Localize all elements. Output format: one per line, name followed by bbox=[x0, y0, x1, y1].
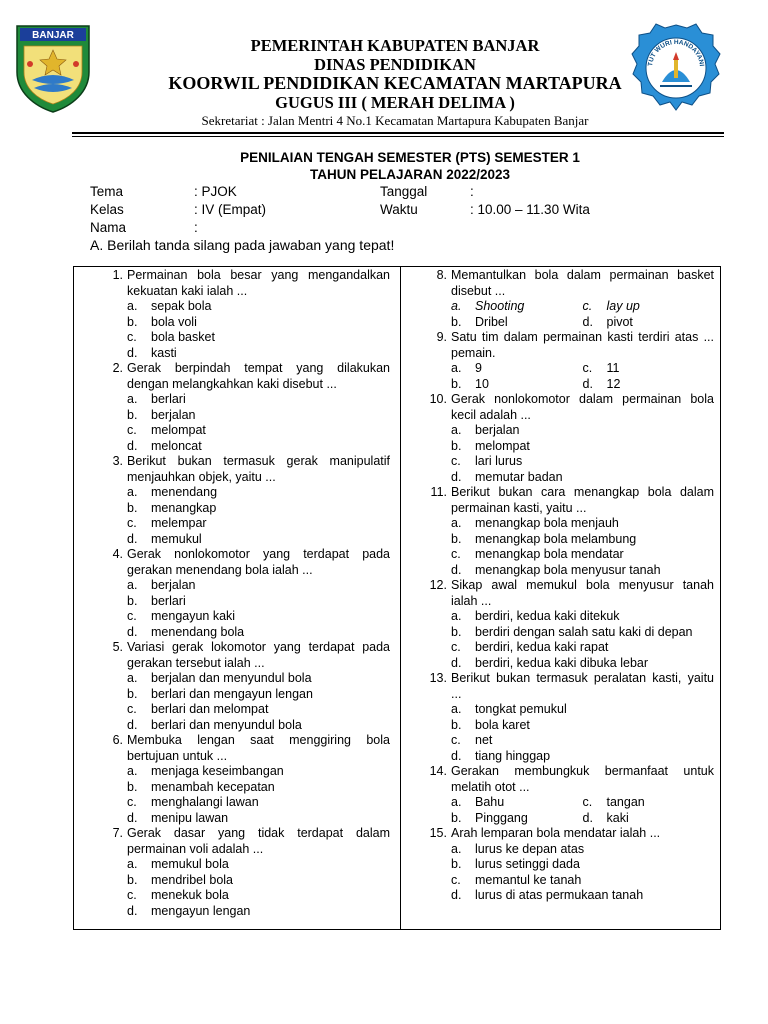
option-text: berdiri, kedua kaki dibuka lebar bbox=[475, 655, 649, 670]
question-number: 15. bbox=[429, 826, 447, 840]
option-text: menendang bbox=[151, 485, 218, 499]
answer-option bbox=[100, 702, 390, 718]
question-text: Arah lemparan bola mendatar ialah ... bbox=[451, 826, 661, 840]
option-text: sepak bola bbox=[151, 299, 212, 313]
answer-option bbox=[100, 501, 390, 517]
option-letter: d. bbox=[451, 888, 462, 902]
option-letter: d. bbox=[127, 903, 138, 918]
question-item bbox=[100, 268, 390, 361]
answer-option bbox=[583, 377, 715, 393]
option-text: mendribel bola bbox=[151, 872, 233, 887]
instruction: A. Berilah tanda silang pada jawaban yang tepat! bbox=[90, 237, 395, 253]
question-stem bbox=[424, 826, 714, 842]
answer-option bbox=[100, 485, 390, 501]
letterhead-rule-thin bbox=[72, 136, 724, 137]
answer-option bbox=[100, 392, 390, 408]
question-item bbox=[100, 733, 390, 826]
question-stem bbox=[424, 578, 714, 609]
government-name: PEMERINTAH KABUPATEN BANJAR bbox=[250, 36, 540, 55]
question-text: Permainan bola besar yang mengandalkan kekuatan kaki ialah ... bbox=[127, 268, 390, 298]
answer-option bbox=[451, 811, 583, 827]
answer-option bbox=[100, 346, 390, 362]
answer-option bbox=[100, 594, 390, 610]
option-letter: b. bbox=[127, 872, 138, 887]
question-stem bbox=[424, 330, 714, 361]
option-text: berlari dan menyundul bola bbox=[151, 717, 302, 732]
nama-value: : bbox=[194, 220, 198, 235]
answer-option bbox=[583, 299, 715, 315]
option-text: berdiri, kedua kaki ditekuk bbox=[475, 609, 620, 623]
option-text: tongkat pemukul bbox=[475, 702, 567, 716]
option-text: melempar bbox=[151, 516, 207, 530]
question-item bbox=[424, 671, 714, 764]
tema-value: : PJOK bbox=[194, 184, 237, 199]
option-letter: d. bbox=[127, 438, 138, 453]
option-text: memantul ke tanah bbox=[475, 872, 582, 887]
answer-option-row bbox=[424, 795, 714, 811]
answer-option bbox=[100, 516, 390, 532]
question-item bbox=[424, 578, 714, 671]
answer-option bbox=[424, 532, 714, 548]
option-letter: a. bbox=[451, 841, 462, 856]
question-item bbox=[424, 826, 714, 904]
answer-option bbox=[100, 609, 390, 625]
question-text: Sikap awal memukul bola menyusur tanah ialah ... bbox=[451, 578, 714, 608]
answer-option bbox=[100, 764, 390, 780]
kelas-value: : IV (Empat) bbox=[194, 202, 267, 217]
option-text: menjaga keseimbangan bbox=[151, 764, 284, 778]
option-letter: d. bbox=[451, 748, 462, 763]
question-stem bbox=[424, 392, 714, 423]
question-stem bbox=[100, 454, 390, 485]
option-text: kasti bbox=[151, 345, 177, 360]
answer-option bbox=[100, 795, 390, 811]
answer-option bbox=[424, 516, 714, 532]
option-letter: c. bbox=[451, 733, 461, 747]
option-text: menangkap bola mendatar bbox=[475, 547, 624, 561]
option-text: menghalangi lawan bbox=[151, 795, 259, 809]
option-text: bola basket bbox=[151, 330, 215, 344]
answer-option bbox=[100, 718, 390, 734]
banjar-regency-emblem bbox=[14, 22, 92, 114]
option-letter: a. bbox=[127, 392, 138, 406]
answer-option bbox=[451, 795, 583, 811]
option-letter: d. bbox=[127, 531, 138, 546]
option-text: Dribel bbox=[475, 314, 508, 329]
option-text: berlari bbox=[151, 392, 186, 406]
option-text: pivot bbox=[606, 314, 633, 329]
option-letter: a. bbox=[127, 578, 138, 592]
option-letter: a. bbox=[451, 702, 462, 716]
answer-option bbox=[424, 842, 714, 858]
option-text: lurus setinggi dada bbox=[475, 857, 580, 871]
answer-option bbox=[100, 873, 390, 889]
question-text: Gerak berpindah tempat yang dilakukan dengan melangkahkan kaki disebut ... bbox=[127, 361, 390, 391]
option-text: 9 bbox=[475, 361, 482, 375]
question-number: 2. bbox=[112, 361, 123, 375]
option-letter: c. bbox=[127, 423, 137, 437]
option-letter: d. bbox=[451, 655, 462, 670]
question-item bbox=[100, 826, 390, 919]
answer-option bbox=[100, 439, 390, 455]
answer-option bbox=[100, 315, 390, 331]
option-letter: b. bbox=[451, 717, 462, 732]
question-text: Membuka lengan saat menggiring bola bertujuan untuk ... bbox=[127, 733, 390, 763]
answer-option bbox=[583, 811, 715, 827]
answer-option bbox=[424, 563, 714, 579]
option-letter: d. bbox=[127, 810, 138, 825]
question-item bbox=[100, 547, 390, 640]
option-letter: a. bbox=[451, 361, 462, 375]
option-text: berlari dan mengayun lengan bbox=[151, 686, 313, 701]
tema-label: Tema bbox=[90, 184, 124, 199]
option-text: menangkap bola melambung bbox=[475, 531, 637, 546]
option-letter: b. bbox=[127, 407, 138, 422]
option-letter: a. bbox=[451, 609, 462, 623]
option-text: bola voli bbox=[151, 314, 197, 329]
answer-option bbox=[100, 904, 390, 920]
secretariat-address: Sekretariat : Jalan Mentri 4 No.1 Kecamatan Martapura Kabupaten Banjar bbox=[201, 113, 589, 128]
answer-option bbox=[424, 423, 714, 439]
waktu-value: : 10.00 – 11.30 Wita bbox=[470, 202, 590, 217]
option-letter: a. bbox=[451, 423, 462, 437]
option-letter: d. bbox=[582, 314, 593, 329]
option-letter: b. bbox=[451, 810, 462, 825]
option-text: berjalan bbox=[151, 407, 196, 422]
emblem-motto: TUT WURI HANDAYANI bbox=[647, 38, 705, 67]
banjar-emblem-text: BANJAR bbox=[32, 30, 74, 41]
option-letter: c. bbox=[127, 795, 137, 809]
question-column-right bbox=[424, 268, 714, 904]
question-stem bbox=[100, 268, 390, 299]
option-text: menangkap bola menjauh bbox=[475, 516, 619, 530]
answer-option bbox=[451, 315, 583, 331]
question-stem bbox=[100, 640, 390, 671]
option-letter: b. bbox=[451, 376, 462, 391]
letterhead-rule-thick bbox=[72, 132, 724, 134]
option-letter: c. bbox=[451, 547, 461, 561]
waktu-label: Waktu bbox=[380, 202, 418, 217]
option-letter: d. bbox=[127, 717, 138, 732]
answer-option bbox=[583, 315, 715, 331]
question-number: 11. bbox=[430, 485, 447, 499]
answer-option bbox=[424, 857, 714, 873]
option-text: lurus di atas permukaan tanah bbox=[475, 888, 644, 902]
option-letter: b. bbox=[451, 857, 462, 871]
question-text: Gerak nonlokomotor yang terdapat pada gerakan menendang bola ialah ... bbox=[127, 547, 390, 577]
department-name: DINAS PENDIDIKAN bbox=[314, 55, 476, 74]
nama-label: Nama bbox=[90, 220, 127, 235]
option-text: berlari bbox=[151, 593, 186, 608]
option-text: berdiri, kedua kaki rapat bbox=[475, 640, 609, 654]
question-stem bbox=[100, 826, 390, 857]
answer-option bbox=[424, 718, 714, 734]
question-stem bbox=[100, 547, 390, 578]
answer-option bbox=[100, 811, 390, 827]
question-number: 6. bbox=[112, 733, 123, 747]
answer-option bbox=[100, 408, 390, 424]
option-text: tiang hinggap bbox=[475, 748, 551, 763]
question-stem bbox=[424, 485, 714, 516]
option-letter: b. bbox=[127, 686, 138, 701]
answer-option bbox=[100, 780, 390, 796]
answer-option bbox=[100, 857, 390, 873]
answer-option bbox=[424, 625, 714, 641]
answer-option bbox=[424, 547, 714, 563]
answer-option bbox=[100, 687, 390, 703]
option-letter: c. bbox=[127, 702, 137, 716]
option-text: Pinggang bbox=[475, 810, 528, 825]
option-letter: c. bbox=[451, 454, 461, 468]
option-letter: b. bbox=[451, 314, 462, 329]
option-letter: b. bbox=[451, 438, 462, 453]
answer-option bbox=[100, 625, 390, 641]
question-item bbox=[424, 485, 714, 578]
option-letter: b. bbox=[127, 779, 138, 794]
option-text: lurus ke depan atas bbox=[475, 841, 585, 856]
option-letter: c. bbox=[127, 330, 137, 344]
answer-option bbox=[424, 888, 714, 904]
option-letter: a. bbox=[451, 299, 462, 313]
column-divider bbox=[400, 266, 401, 930]
answer-option bbox=[100, 330, 390, 346]
option-text: memukul bola bbox=[151, 857, 229, 871]
answer-option-row bbox=[424, 299, 714, 315]
option-letter: d. bbox=[127, 345, 138, 360]
option-letter: d. bbox=[582, 376, 593, 391]
answer-option bbox=[451, 377, 583, 393]
option-text: berjalan bbox=[475, 423, 520, 437]
option-letter: b. bbox=[127, 500, 138, 515]
option-letter: a. bbox=[127, 299, 138, 313]
answer-option bbox=[424, 702, 714, 718]
option-letter: a. bbox=[127, 485, 138, 499]
question-number: 9. bbox=[436, 330, 447, 344]
option-letter: c. bbox=[127, 516, 137, 530]
question-text: Satu tim dalam permainan kasti terdiri atas ... pemain. bbox=[451, 330, 714, 360]
answer-option bbox=[451, 299, 583, 315]
option-text: memutar badan bbox=[475, 469, 563, 484]
option-text: menipu lawan bbox=[151, 810, 229, 825]
answer-option bbox=[424, 733, 714, 749]
answer-option bbox=[583, 795, 715, 811]
option-letter: c. bbox=[451, 640, 461, 654]
question-number: 13. bbox=[429, 671, 447, 685]
question-stem bbox=[100, 361, 390, 392]
answer-option bbox=[451, 361, 583, 377]
question-stem bbox=[424, 671, 714, 702]
option-text: memukul bbox=[151, 531, 202, 546]
answer-option bbox=[424, 656, 714, 672]
option-text: Shooting bbox=[475, 299, 525, 313]
option-letter: a. bbox=[127, 671, 138, 685]
answer-option-row bbox=[424, 377, 714, 393]
question-stem bbox=[424, 268, 714, 299]
option-letter: d. bbox=[451, 469, 462, 484]
answer-option bbox=[424, 873, 714, 889]
question-item bbox=[100, 640, 390, 733]
option-text: Bahu bbox=[475, 795, 505, 809]
tanggal-value: : bbox=[470, 184, 474, 199]
question-item bbox=[424, 330, 714, 392]
option-letter: a. bbox=[127, 857, 138, 871]
question-text: Berikut bukan termasuk gerak manipulatif menjauhkan objek, yaitu ... bbox=[127, 454, 390, 484]
question-stem bbox=[100, 733, 390, 764]
option-text: 10 bbox=[475, 376, 489, 391]
option-letter: c. bbox=[582, 299, 593, 313]
option-text: melompat bbox=[151, 423, 206, 437]
question-number: 8. bbox=[436, 268, 447, 282]
option-text: berlari dan melompat bbox=[151, 702, 269, 716]
question-number: 5. bbox=[112, 640, 123, 654]
option-text: mengayun lengan bbox=[151, 903, 251, 918]
option-text: menangkap bbox=[151, 500, 217, 515]
question-number: 12. bbox=[429, 578, 447, 592]
option-text: bola karet bbox=[475, 717, 530, 732]
question-text: Variasi gerak lokomotor yang terdapat pada gerakan tersebut ialah ... bbox=[127, 640, 390, 670]
option-letter: c. bbox=[582, 795, 593, 809]
option-text: menangkap bola menyusur tanah bbox=[475, 562, 661, 577]
question-text: Berikut bukan cara menangkap bola dalam permainan kasti, yaitu ... bbox=[451, 485, 714, 515]
cluster-name: GUGUS III ( MERAH DELIMA ) bbox=[275, 93, 515, 112]
answer-option bbox=[100, 888, 390, 904]
option-letter: c. bbox=[582, 361, 593, 375]
answer-option bbox=[100, 532, 390, 548]
question-text: Memantulkan bola dalam permainan basket disebut ... bbox=[451, 268, 714, 298]
option-text: 12 bbox=[606, 376, 621, 391]
option-text: kaki bbox=[606, 810, 629, 825]
question-item bbox=[100, 454, 390, 547]
answer-option-row bbox=[424, 361, 714, 377]
option-letter: c. bbox=[451, 872, 461, 887]
option-letter: a. bbox=[451, 795, 462, 809]
question-number: 1. bbox=[112, 268, 123, 282]
option-text: menambah kecepatan bbox=[151, 779, 275, 794]
option-letter: d. bbox=[582, 810, 593, 825]
answer-option bbox=[424, 609, 714, 625]
option-text: net bbox=[475, 733, 493, 747]
option-text: meloncat bbox=[151, 438, 202, 453]
answer-option bbox=[100, 423, 390, 439]
option-text: melompat bbox=[475, 438, 530, 453]
option-letter: c. bbox=[127, 888, 137, 902]
answer-option bbox=[424, 439, 714, 455]
option-letter: b. bbox=[451, 531, 462, 546]
academic-year: TAHUN PELAJARAN 2022/2023 bbox=[309, 167, 511, 182]
tanggal-label: Tanggal bbox=[380, 184, 428, 199]
option-letter: c. bbox=[127, 609, 137, 623]
option-text: lari lurus bbox=[475, 454, 523, 468]
question-item bbox=[424, 764, 714, 826]
question-text: Gerak dasar yang tidak terdapat dalam permainan voli adalah ... bbox=[127, 826, 390, 856]
answer-option bbox=[100, 578, 390, 594]
answer-option-row bbox=[424, 811, 714, 827]
question-item bbox=[424, 392, 714, 485]
answer-option bbox=[424, 749, 714, 765]
question-number: 4. bbox=[112, 547, 123, 561]
exam-title: PENILAIAN TENGAH SEMESTER (PTS) SEMESTER 1 bbox=[240, 150, 580, 165]
option-text: mengayun kaki bbox=[151, 609, 236, 623]
question-item bbox=[100, 361, 390, 454]
answer-option bbox=[100, 671, 390, 687]
question-stem bbox=[424, 764, 714, 795]
option-text: menendang bola bbox=[151, 624, 245, 639]
question-text: Gerakan membungkuk bermanfaat untuk melatih otot ... bbox=[451, 764, 714, 794]
answer-option bbox=[424, 640, 714, 656]
kelas-label: Kelas bbox=[90, 202, 124, 217]
question-text: Berikut bukan termasuk peralatan kasti, yaitu ... bbox=[451, 671, 714, 701]
option-letter: d. bbox=[127, 624, 138, 639]
question-item bbox=[424, 268, 714, 330]
answer-option bbox=[424, 454, 714, 470]
answer-option-row bbox=[424, 315, 714, 331]
option-text: 11 bbox=[606, 361, 620, 375]
option-text: berdiri dengan salah satu kaki di depan bbox=[475, 624, 693, 639]
option-letter: b. bbox=[127, 593, 138, 608]
answer-option bbox=[424, 470, 714, 486]
question-column-left bbox=[100, 268, 390, 919]
district-office-name: KOORWIL PENDIDIKAN KECAMATAN MARTAPURA bbox=[168, 73, 622, 93]
option-letter: b. bbox=[451, 624, 462, 639]
option-text: tangan bbox=[606, 795, 645, 809]
option-letter: b. bbox=[127, 314, 138, 329]
option-text: berjalan dan menyundul bola bbox=[151, 671, 312, 685]
answer-option bbox=[583, 361, 715, 377]
question-number: 3. bbox=[112, 454, 123, 468]
question-number: 7. bbox=[112, 826, 123, 840]
answer-option bbox=[100, 299, 390, 315]
option-letter: a. bbox=[127, 764, 138, 778]
option-text: lay up bbox=[606, 299, 640, 313]
question-number: 14. bbox=[429, 764, 447, 778]
question-text: Gerak nonlokomotor dalam permainan bola kecil adalah ... bbox=[451, 392, 714, 422]
option-letter: d. bbox=[451, 562, 462, 577]
option-text: menekuk bola bbox=[151, 888, 229, 902]
option-letter: a. bbox=[451, 516, 462, 530]
question-number: 10. bbox=[429, 392, 447, 406]
option-text: berjalan bbox=[151, 578, 196, 592]
